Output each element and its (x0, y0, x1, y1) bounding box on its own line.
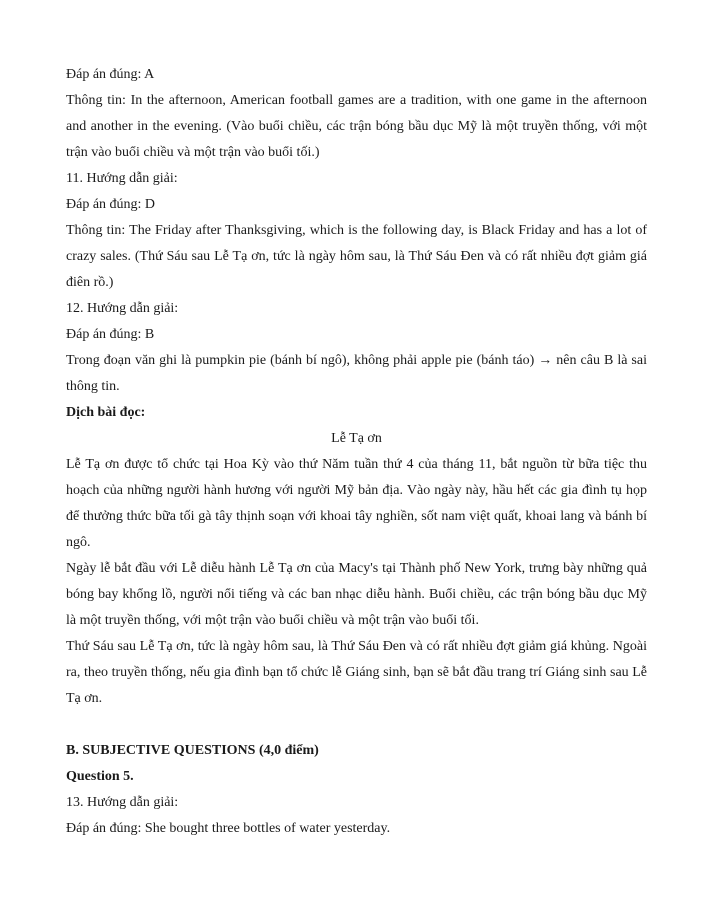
info-paragraph: Thông tin: The Friday after Thanksgiving, which is the following day, is Black Friday and has a lot of crazy sales. (Thứ Sáu sau Lễ Tạ ơn, tức là ngày hôm sau, là Thứ Sáu Đen và có rất nhiều đợt giảm giá điên rồ.) (66, 223, 647, 290)
guide-heading: 12. Hướng dẫn giải: (66, 301, 179, 316)
guide-heading: 11. Hướng dẫn giải: (66, 171, 178, 186)
translation-heading: Dịch bài đọc: (66, 405, 146, 420)
answer-line: Đáp án đúng: A (66, 67, 155, 82)
answer-line: Đáp án đúng: She bought three bottles of water yesterday. (66, 821, 391, 836)
guide-heading: 13. Hướng dẫn giải: (66, 795, 179, 810)
explanation-paragraph: Trong đoạn văn ghi là pumpkin pie (bánh bí ngô), không phải apple pie (bánh táo) → nên câu B là sai thông tin. (66, 353, 647, 394)
translation-paragraph: Ngày lễ bắt đầu với Lễ diễu hành Lễ Tạ ơn của Macy's tại Thành phố New York, trưng bày những quả bóng bay khổng lồ, người nổi tiếng và các ban nhạc diễu hành. Buổi chiều, các trận bóng bầu dục Mỹ là một truyền thống, với một trận vào buổi chiều và một trận vào buổi tối. (66, 561, 647, 628)
answer-line: Đáp án đúng: D (66, 197, 156, 212)
translation-title: Lễ Tạ ơn (331, 431, 382, 446)
section-heading: B. SUBJECTIVE QUESTIONS (4,0 điểm) (66, 743, 319, 758)
answer-line: Đáp án đúng: B (66, 327, 155, 342)
translation-paragraph: Thứ Sáu sau Lễ Tạ ơn, tức là ngày hôm sau, là Thứ Sáu Đen và có rất nhiều đợt giảm giá khủng. Ngoài ra, theo truyền thống, nếu gia đình bạn tổ chức lễ Giáng sinh, bạn sẽ bắt đầu trang trí Giáng sinh sau Lễ Tạ ơn. (66, 639, 647, 706)
translation-paragraph: Lễ Tạ ơn được tổ chức tại Hoa Kỳ vào thứ Năm tuần thứ 4 của tháng 11, bắt nguồn từ bữa tiệc thu hoạch của những người hành hương với người Mỹ bản địa. Vào ngày này, hầu hết các gia đình tụ họp để thưởng thức bữa tối gà tây thịnh soạn với khoai tây nghiền, sốt nam việt quất, khoai lang và bánh bí ngô. (66, 457, 647, 550)
spacer (66, 712, 647, 738)
info-paragraph: Thông tin: In the afternoon, American football games are a tradition, with one game in the afternoon and another in the evening. (Vào buổi chiều, các trận bóng bầu dục Mỹ là một truyền thống, với một trận vào buổi chiều và một trận vào buổi tối.) (66, 93, 647, 160)
document-page (66, 62, 647, 842)
question-heading: Question 5. (66, 769, 134, 784)
